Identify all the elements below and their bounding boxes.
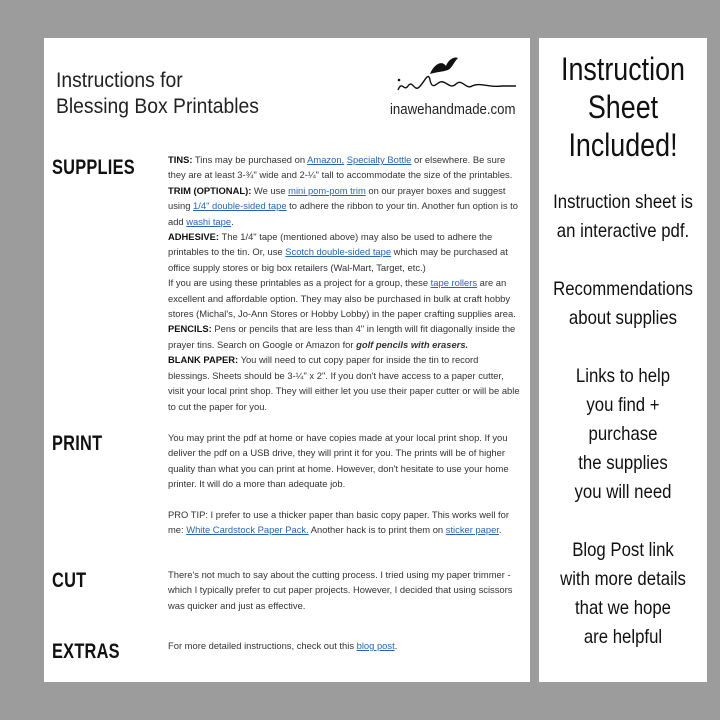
side-heading-line-2: Sheet xyxy=(587,89,659,125)
blank-paper-label: BLANK PAPER: xyxy=(168,354,239,366)
pro-tip-text-3: . xyxy=(498,524,502,536)
feature-3-line-3: the supplies xyxy=(578,452,668,474)
golf-pencils-emphasis: golf pencils with erasers. xyxy=(356,338,469,350)
feature-4-line-2: with more details xyxy=(560,568,686,590)
feature-4-line-1: Blog Post link xyxy=(572,539,674,561)
supplies-body xyxy=(168,152,520,414)
feature-3-line-4: you will need xyxy=(574,481,672,503)
pencils-label: PENCILS: xyxy=(168,323,212,335)
page-title xyxy=(56,68,259,120)
side-heading-line-3: Included! xyxy=(568,127,678,163)
tins-label: TINS: xyxy=(168,154,193,165)
extras-body xyxy=(168,638,520,653)
feature-3-line-2: you find + purchase xyxy=(586,394,660,445)
adhesive-label: ADHESIVE: xyxy=(168,231,220,243)
tins-text: Tins may be purchased on xyxy=(192,154,308,165)
cut-body: There's not much to say about the cutting process. I tried using my paper trimmer - which I typically prefer to cut paper projects. However, I decided that using scissors was quicker and just as effective. xyxy=(168,569,513,611)
feature-panel xyxy=(539,38,707,682)
double-sided-tape-link[interactable]: 1/4" double-sided tape xyxy=(193,200,287,212)
feature-4-line-4: are helpful xyxy=(583,626,663,648)
trim-label: TRIM (OPTIONAL): xyxy=(168,184,252,196)
pro-tip-text: PRO TIP: I prefer to use a thicker paper than basic copy paper. This works well for me: xyxy=(168,508,509,536)
section-heading-print: PRINT xyxy=(52,432,103,455)
pencils-text: Pens or pencils that are less than 4" in length will fit diagonally inside the prayer tins. Search on Google or Amazon for xyxy=(168,323,516,350)
trim-text-3: to adhere the ribbon to your tin. Another fun option is to add xyxy=(168,200,518,227)
section-heading-cut: CUT xyxy=(52,569,87,592)
site-url: inawehandmade.com xyxy=(390,101,516,118)
instruction-sheet xyxy=(44,38,530,682)
adhesive-text: The 1/4" tape (mentioned above) may also be used to adhere the printables to the tin. Or, use xyxy=(168,231,493,258)
sticker-paper-link[interactable]: sticker paper xyxy=(445,524,499,536)
group-text-2: are an excellent and affordable option. They may also be purchased in bulk at craft hobby stores (Michal's, Jo-Ann Stores or Hobby Lobby) in the paper crafting supplies area. xyxy=(168,277,516,320)
specialty-bottle-link[interactable]: Specialty Bottle xyxy=(346,154,412,165)
title-line-1: Instructions for xyxy=(56,69,183,92)
trim-text-4: . xyxy=(231,215,234,227)
feature-1-line-2: an interactive pdf. xyxy=(556,220,690,242)
cardstock-link[interactable]: White Cardstock Paper Pack. xyxy=(186,524,309,536)
print-paragraph: You may print the pdf at home or have copies made at your local print shop. If you deliver the pdf on a USB drive, they will print it for you. The prints will be of higher quality than what you can print at home. However, don't hesitate to use your home printer. It will do a more than adequate job. xyxy=(168,432,509,490)
tape-rollers-link[interactable]: tape rollers xyxy=(430,277,478,289)
trim-text: We use xyxy=(251,184,289,196)
blank-paper-text: You will need to cut copy paper for inside the tin to record blessings. Sheets should be 3-¼" x 2". If you don't have access to a paper cutter, visit your local print shop. They will either let you use their paper cutter or will be able to cut the paper for you. xyxy=(168,354,520,412)
section-heading-supplies: SUPPLIES xyxy=(52,156,135,179)
pro-tip-text-2: Another hack is to print them on xyxy=(308,524,446,536)
pom-pom-trim-link[interactable]: mini pom-pom trim xyxy=(288,184,366,196)
section-heading-extras: EXTRAS xyxy=(52,640,120,663)
feature-3-line-1: Links to help xyxy=(575,365,671,387)
amazon-link[interactable]: Amazon, xyxy=(307,154,345,165)
tins-text-2: or elsewhere. Be sure they are at least 3-¾" wide and 2-¼" tall to accommodate the size of the printables. xyxy=(168,154,513,181)
extras-text-2: . xyxy=(394,640,398,651)
extras-text: For more detailed instructions, check out this xyxy=(168,640,357,651)
feature-2-line-1: Recommendations xyxy=(553,278,693,300)
pro-tip xyxy=(168,507,520,538)
feature-1-line-1: Instruction sheet is xyxy=(553,191,693,213)
feature-4-line-3: that we hope xyxy=(574,597,672,619)
washi-tape-link[interactable]: washi tape xyxy=(186,215,232,227)
group-text: If you are using these printables as a project for a group, these xyxy=(168,277,431,289)
feature-2-line-2: about supplies xyxy=(568,307,678,329)
adhesive-text-2: which may be purchased at office supply stores or big box retailers (Wal-Mart, Target, etc.) xyxy=(168,246,508,273)
trim-text-2: on our prayer boxes and suggest using xyxy=(168,184,506,212)
side-heading-line-1: Instruction xyxy=(560,51,686,87)
print-body xyxy=(168,430,520,537)
title-line-2: Blessing Box Printables xyxy=(56,95,259,118)
blog-post-link[interactable]: blog post xyxy=(356,640,395,651)
scotch-tape-link[interactable]: Scotch double-sided tape xyxy=(285,246,392,258)
